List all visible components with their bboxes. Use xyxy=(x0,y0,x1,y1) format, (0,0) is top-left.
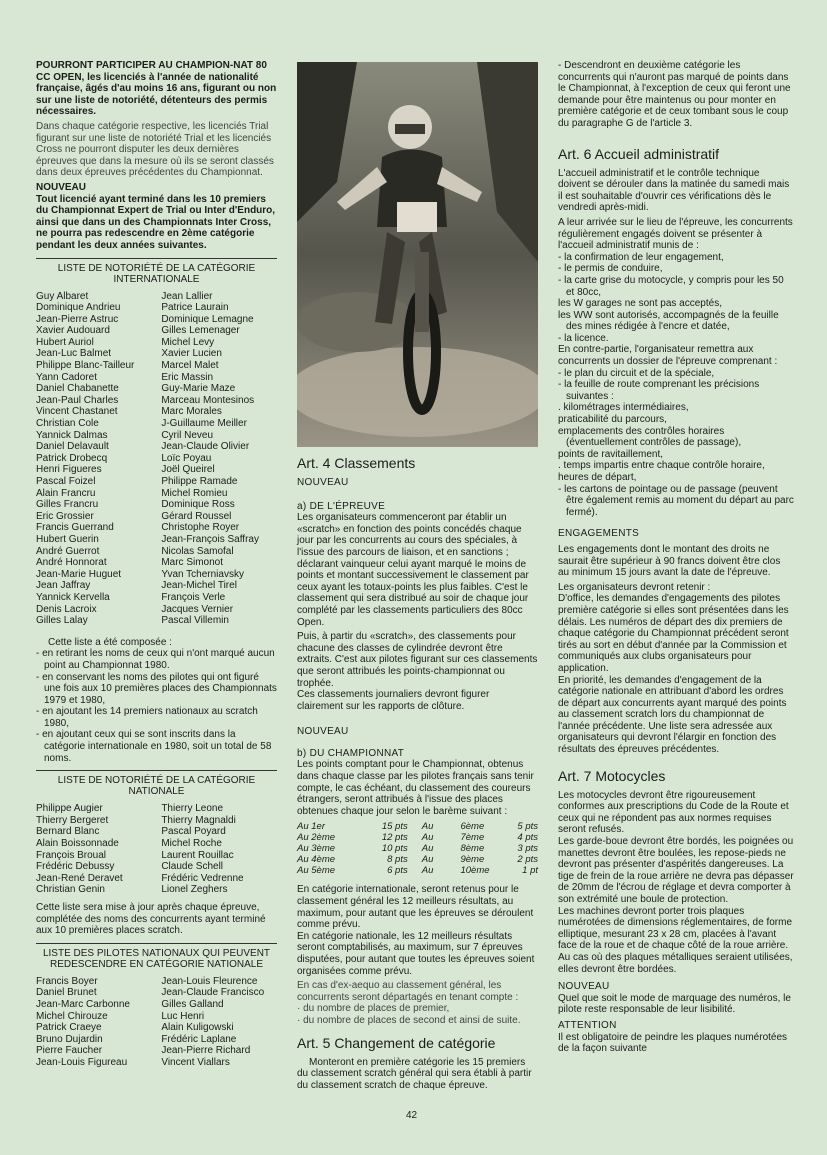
name-entry: Gilles Lemenager xyxy=(161,325,240,337)
name-entry: Jean Jaffray xyxy=(36,580,91,592)
composee-title: Cette liste a été composée : xyxy=(48,636,172,648)
nat-names-left xyxy=(36,803,152,896)
name-entry: François Verle xyxy=(161,591,226,603)
list-item: heures de départ, xyxy=(558,472,637,483)
name-entry: Xavier Audouard xyxy=(36,325,110,337)
name-entry: Lionel Zeghers xyxy=(161,884,228,896)
section-b-text3: En catégorie nationale, les 12 meilleurs résultats seront comptabilisés, au maximum, sur 7 épreuves disputées, pour autant que toutes les épreuves soient organisées comme prévu. xyxy=(297,930,535,977)
name-entry: Christian Cole xyxy=(36,418,99,430)
name-entry: Alain Boissonnade xyxy=(36,838,119,850)
name-entry: Yann Cadoret xyxy=(36,371,97,383)
name-entry: Jean-René Deravet xyxy=(36,872,123,884)
name-entry: Alain Kuligowski xyxy=(161,1022,234,1034)
points-cell: 10ème xyxy=(460,865,490,877)
nat-list-title: LISTE DE NOTORIÉTÉ DE LA CATÉGORIE NATIONALE xyxy=(57,775,256,798)
nat-note: Cette liste sera mise à jour après chaque épreuve, complétée des noms des concurrents ayant terminé aux 10 premières places scratch. xyxy=(36,902,266,937)
points-cell: 7ème xyxy=(460,832,485,844)
name-entry: Michel Levy xyxy=(161,336,215,348)
name-entry: J-Guillaume Meiller xyxy=(161,418,247,430)
section-b-text: Les points comptant pour le Championnat, obtenus dans chaque classe par les pilotes français sans tenir compte, le cas échéant, du classement des coureurs étrangers, seront attribués à l'issue des places obtenues chaque jour selon le barème suivant : xyxy=(297,759,534,817)
nouveau-text: Tout licencié ayant terminé dans les 10 premiers du Championnat Expert de Trial ou Inter d'Enduro, ainsi que dans un des Championnats Inter Cross, ne pourra pas redescendre en 2ème catégorie pendant les deux années suivantes. xyxy=(36,193,276,251)
rider-photo-illustration xyxy=(297,62,538,447)
name-entry: Cyril Neveu xyxy=(161,429,214,441)
name-entry: Pierre Faucher xyxy=(36,1045,103,1057)
name-entry: Daniel Chabanette xyxy=(36,383,119,395)
attention-label: ATTENTION xyxy=(558,1019,617,1031)
name-entry: Henri Figueres xyxy=(36,464,102,476)
name-entry: André Guerrot xyxy=(36,545,100,557)
nouveau-label: NOUVEAU xyxy=(297,726,349,738)
name-entry: Vincent Chastanet xyxy=(36,406,118,418)
nouveau-label: NOUVEAU xyxy=(297,477,349,488)
points-cell: 8 pts xyxy=(387,854,408,866)
art7-p3: Les machines devront porter trois plaques numérotées de dimensions réglementaires, de forme elliptique, mesurant 23 x 28 cm, placées à l'avant face de la roue et de chaque côté de la roue arrière. Au cas où des plaques métalliques seraient utilisées, elles devront être bordées. xyxy=(558,905,793,975)
points-cell: 1 pt xyxy=(522,865,538,877)
name-entry: Frédéric Vedrenne xyxy=(161,872,244,884)
name-entry: Jean-François Saffray xyxy=(161,533,259,545)
list-item: emplacements des contrôles horaires (éventuellement contrôles de passage), xyxy=(558,425,742,449)
name-entry: Hubert Guerin xyxy=(36,533,99,545)
points-row xyxy=(297,843,538,854)
name-entry: Denis Lacroix xyxy=(36,603,97,615)
art4-heading: Art. 4 Classements xyxy=(297,455,416,471)
name-entry: Claude Schell xyxy=(161,861,224,873)
name-entry: Eric Massin xyxy=(161,371,214,383)
name-entry: Thierry Leone xyxy=(161,803,224,815)
name-entry: Pascal Foizel xyxy=(36,476,96,487)
art6-list xyxy=(558,252,794,345)
points-row xyxy=(297,865,538,876)
name-entry: Gérard Roussel xyxy=(161,510,232,522)
list-item: . kilométrages intermédiaires, xyxy=(558,402,689,414)
name-entry: Philippe Blanc-Tailleur xyxy=(36,360,135,372)
name-entry: Frédéric Laplane xyxy=(161,1033,237,1045)
name-entry: Nicolas Samofal xyxy=(161,545,234,557)
motocross-photo xyxy=(297,62,538,447)
name-entry: Jean-Pierre Astruc xyxy=(36,313,119,325)
section-b-text2: En catégorie internationale, seront retenus pour le classement général les 12 meilleurs résultats, au maximum, pour autant que les épreuves se déroulent comme prévu. xyxy=(297,884,534,931)
name-entry: Jacques Vernier xyxy=(161,603,234,615)
section-b-text4: En cas d'ex-aequo au classement général, les concurrents seront départagés en tenant compte : xyxy=(297,980,519,1003)
list-item: les WW sont autorisés, accompagnés de la feuille des mines rédigée à l'encre et datée, xyxy=(558,309,779,333)
points-cell: 6ème xyxy=(460,821,485,833)
name-entry: Michel Romieu xyxy=(161,487,228,499)
list-item: points de ravitaillement, xyxy=(558,448,664,460)
list-item: - la feuille de route comprenant les précisions suivantes : xyxy=(558,379,760,402)
art5-heading: Art. 5 Changement de catégorie xyxy=(297,1034,496,1051)
column-right xyxy=(558,60,794,1058)
name-entry: Patrick Drobecq xyxy=(36,452,108,464)
art5-text: Monteront en première catégorie les 15 premiers du classement scratch général qui sera établi à partir du classement scratch de chaque épreuve. xyxy=(297,1056,532,1091)
descend-text: - Descendront en deuxième catégorie les concurrents qui n'auront pas marqué de points dans le Championnat, à l'exception de ceux qui feront une demande pour être maintenus ou pour monter en première catégorie et de ceux tombant sous le coup du paragraphe G de l'article 3. xyxy=(558,60,791,129)
intl-name-list xyxy=(36,291,277,627)
name-entry: Bernard Blanc xyxy=(36,826,100,838)
name-entry: Luc Henri xyxy=(161,1010,205,1022)
points-cell: Au 5ème xyxy=(297,865,336,877)
nouveau-label: NOUVEAU xyxy=(558,981,610,993)
divider xyxy=(36,770,277,771)
points-cell: 12 pts xyxy=(381,832,408,844)
name-entry: Gilles Francru xyxy=(36,499,99,511)
divider xyxy=(36,943,277,944)
name-entry: Yannick Kervella xyxy=(36,591,110,603)
list-item: - la confirmation de leur engagement, xyxy=(558,251,724,263)
list-item: les W garages ne sont pas acceptés, xyxy=(558,298,722,310)
name-entry: Christophe Royer xyxy=(161,522,240,534)
name-entry: Dominique Andrieu xyxy=(36,302,121,314)
name-entry: Pascal Villemin xyxy=(161,615,229,627)
name-entry: Pascal Poyard xyxy=(161,826,226,838)
engagements-title: ENGAGEMENTS xyxy=(558,528,640,540)
divider xyxy=(36,258,277,259)
name-entry: Gilles Galland xyxy=(161,998,224,1010)
section-a-title: a) DE L'ÉPREUVE xyxy=(297,500,386,512)
points-cell: Au xyxy=(421,865,434,877)
name-entry: Jean-Pierre Richard xyxy=(161,1045,251,1057)
list-item: - la carte grise du motocycle, y compris pour les 50 et 80cc, xyxy=(558,274,784,298)
points-cell: Au 2ème xyxy=(297,832,336,844)
name-entry: Jean-Louis Fleurence xyxy=(161,975,258,987)
art7-p1: Les motocycles devront être rigoureusement conformes aux prescriptions du Code de la Route et ceux qui ne répondent pas aux normes requises seront refusés. xyxy=(558,789,789,836)
name-entry: Jean-Marc Carbonne xyxy=(36,998,130,1010)
list-item: - la licence. xyxy=(558,332,609,344)
page-number: 42 xyxy=(406,1110,418,1121)
name-entry: Guy-Marie Maze xyxy=(161,383,236,395)
points-cell: 9ème xyxy=(460,854,485,866)
eng-p3: D'office, les demandes d'engagements des pilotes première catégorie si elles sont présentées dans les délais. Les numéros de départ des dix premiers de chaque catégorie du Championnat précédent seront tirés au sort en début d'année par la Commission et communiqués aux clubs organisateurs pour application. xyxy=(558,593,789,674)
name-entry: Thierry Magnaldi xyxy=(161,814,236,826)
name-entry: Marcel Malet xyxy=(161,360,219,372)
name-entry: Philippe Augier xyxy=(36,803,103,815)
points-cell: Au xyxy=(421,854,434,866)
redesc-names-left xyxy=(36,976,152,1069)
name-entry: Christian Genin xyxy=(36,884,105,896)
column-middle xyxy=(297,62,538,1094)
section-a-text3: Ces classements journaliers devront figurer clairement sur les rapports de clôture. xyxy=(297,689,490,712)
intl-list-title: LISTE DE NOTORIÉTÉ DE LA CATÉGORIE INTERNATIONALE xyxy=(57,262,256,285)
eng-p4: En priorité, les demandes d'engagement de la catégorie nationale en attribuant d'abord les ordres de départ aux concurrents ayant marqué des points au classement scratch lors du championnat de l'année précédente. Une liste sera adressée aux organisateurs qui devront l'élargir en fonction des résultats des épreuves précédentes. xyxy=(558,674,787,756)
art6-p3: En contre-partie, l'organisateur remettra aux concurrents un dossier de l'épreuve comprenant : xyxy=(558,344,778,368)
nouveau-text: Quel que soit le mode de marquage des numéros, le pilote reste responsable de leur lisibilité. xyxy=(558,992,791,1016)
nat-name-list xyxy=(36,803,277,896)
name-entry: Jean-Claude Olivier xyxy=(161,441,250,453)
name-entry: Guy Albaret xyxy=(36,290,89,302)
name-entry: Michel Roche xyxy=(161,838,222,850)
name-entry: Eric Grossier xyxy=(36,510,94,522)
points-row xyxy=(297,821,538,832)
redesc-name-list xyxy=(36,976,277,1069)
points-cell: 8ème xyxy=(460,843,485,855)
name-entry: Jean-Michel Tirel xyxy=(161,580,237,592)
name-entry: Daniel Delavault xyxy=(36,441,109,453)
list-item: . temps impartis entre chaque contrôle horaire, xyxy=(558,460,765,472)
points-cell: Au xyxy=(421,843,434,855)
points-cell: Au 3ème xyxy=(297,843,336,855)
name-entry: Bruno Dujardin xyxy=(36,1033,103,1045)
art6-p2: A leur arrivée sur le lieu de l'épreuve, les concurrents régulièrement engagés doivent se présenter à l'accueil administratif munis de : xyxy=(558,216,793,252)
intl-names-left xyxy=(36,291,152,627)
name-entry: Laurent Rouillac xyxy=(161,849,234,861)
section-a-text2: Puis, à partir du «scratch», des classements pour chacune des classes de cylindrée devront être extraits. C'est aux pilotes figurant sur ces classements que seront attribués les points-championnat ou trophée. xyxy=(297,631,538,689)
eng-p2: Les organisateurs devront retenir : xyxy=(558,581,711,593)
list-item: - le plan du circuit et de la spéciale, xyxy=(558,367,715,379)
points-table xyxy=(297,821,538,876)
name-entry: Philippe Ramade xyxy=(161,476,238,487)
list-item: · du nombre de places de second et ainsi de suite. xyxy=(297,1014,521,1026)
art6-list2 xyxy=(558,368,794,519)
name-entry: Frédéric Debussy xyxy=(36,861,115,873)
list-item: - en ajoutant ceux qui se sont inscrits dans la catégorie internationale en 1980, soit un total de 58 noms. xyxy=(36,729,272,764)
name-entry: Marceau Montesinos xyxy=(161,394,255,406)
name-entry: Francis Guerrand xyxy=(36,522,114,534)
redesc-names-right xyxy=(161,976,277,1069)
points-cell: Au xyxy=(421,821,434,833)
name-entry: Francis Boyer xyxy=(36,975,98,987)
name-entry: Jean-Louis Figureau xyxy=(36,1056,128,1068)
points-row xyxy=(297,832,538,843)
list-item: praticabilité du parcours, xyxy=(558,414,667,426)
nat-names-right xyxy=(161,803,277,896)
list-item: - en ajoutant les 14 premiers nationaux au scratch 1980, xyxy=(36,706,258,729)
name-entry: François Broual xyxy=(36,849,107,861)
name-entry: Marc Simonot xyxy=(161,557,224,569)
name-entry: Jean-Luc Balmet xyxy=(36,348,112,360)
points-cell: 10 pts xyxy=(381,843,408,855)
points-cell: Au xyxy=(421,832,434,844)
name-entry: Patrice Laurain xyxy=(161,302,229,314)
points-cell: Au 1er xyxy=(297,821,325,833)
name-entry: Loïc Poyau xyxy=(161,452,212,464)
eng-p1: Les engagements dont le montant des droits ne saurait être supérieur à 90 francs doivent être clos au minimum 15 jours avant la date de l'épreuve. xyxy=(558,543,781,579)
list-item: - en retirant les noms de ceux qui n'ont marqué aucun point au Championnat 1980. xyxy=(36,648,275,671)
name-entry: André Honnorat xyxy=(36,557,107,569)
name-entry: Gilles Lalay xyxy=(36,615,88,627)
art6-p1: L'accueil administratif et le contrôle technique doivent se dérouler dans la matinée du samedi mais il est souhaitable d'ouvrir ces vérifications dès le vendredi après-midi. xyxy=(558,167,790,214)
points-cell: 6 pts xyxy=(387,865,408,877)
name-entry: Dominique Ross xyxy=(161,499,235,511)
points-row xyxy=(297,854,538,865)
name-entry: Joël Queirel xyxy=(161,464,215,476)
name-entry: Dominique Lemagne xyxy=(161,313,254,325)
art7-p2: Les garde-boue devront être bordés, les poignées ou manettes devront être boulées, les repose-pieds ne devront pas présenter d'aspérités dangereuses. La tige de frein de la roue arrière ne devra pas dépasser de 20mm de l'écrou de réglage et devra comporter à son extrémité une boule de protection. xyxy=(558,836,794,905)
art7-heading: Art. 7 Motocycles xyxy=(558,767,666,784)
name-entry: Thierry Bergeret xyxy=(36,814,109,826)
intro-paragraph: POURRONT PARTICIPER AU CHAMPION-NAT 80 CC OPEN, les licenciés à l'année de nationalité française, âgés d'au moins 16 ans, figurant ou non sur une liste de notoriété, détenteurs des permis nécessaires. xyxy=(36,60,277,118)
name-entry: Xavier Lucien xyxy=(161,348,222,360)
list-item: - en conservant les noms des pilotes qui ont figuré une fois aux 10 premières places des Championnats 1979 et 1980, xyxy=(36,671,277,706)
name-entry: Jean-Marie Huguet xyxy=(36,568,122,580)
name-entry: Marc Morales xyxy=(161,406,222,418)
section-b-title: b) DU CHAMPIONNAT xyxy=(297,747,405,759)
name-entry: Yvan Tcherniavsky xyxy=(161,568,244,580)
intro-note: Dans chaque catégorie respective, les licenciés Trial figurant sur une liste de notoriété Trial et les licenciés Cross ne pourront disputer les deux dernières épreuves que dans la mesure où ils se seront classés dans deux épreuves précédentes du Championnat. xyxy=(36,120,274,179)
nouveau-label: NOUVEAU xyxy=(36,181,87,193)
name-entry: Hubert Auriol xyxy=(36,336,94,348)
name-entry: Yannick Dalmas xyxy=(36,429,108,441)
name-entry: Alain Francru xyxy=(36,487,96,499)
intl-names-right xyxy=(161,291,277,627)
points-cell: 2 pts xyxy=(517,854,538,866)
points-cell: 4 pts xyxy=(517,832,538,844)
tiebreak-list xyxy=(297,1003,538,1026)
list-item: - les cartons de pointage ou de passage (peuvent être également remis au moment du départ au parc fermé). xyxy=(558,483,794,518)
name-entry: Vincent Viallars xyxy=(161,1056,230,1068)
section-a-text: Les organisateurs commenceront par établir un «scratch» en fonction des points concédés chaque jour par les concurrents au cours des spéciales, à l'issue des parcours de liaison, et en sanctions ; déclarant vainqueur celui ayant marqué le moins de points et montant successivement le classement par ceux ayant les totaux-points les plus faibles. C'est le classement qui sera distribué au soir de chaque jour complété par les classements particuliers des 80cc Open. xyxy=(297,512,529,628)
points-cell: Au 4ème xyxy=(297,854,336,866)
art6-heading: Art. 6 Accueil administratif xyxy=(558,145,720,162)
name-entry: Jean-Claude Francisco xyxy=(161,987,265,999)
composee-list xyxy=(36,648,277,764)
column-left xyxy=(36,60,277,1075)
points-cell: 3 pts xyxy=(517,843,538,855)
name-entry: Jean Lallier xyxy=(161,290,213,302)
name-entry: Michel Chirouze xyxy=(36,1010,108,1022)
points-cell: 5 pts xyxy=(517,821,538,833)
list-item: · du nombre de places de premier, xyxy=(297,1003,450,1015)
points-cell: 15 pts xyxy=(381,821,408,833)
list-item: - le permis de conduire, xyxy=(558,263,663,275)
name-entry: Daniel Brunet xyxy=(36,987,97,999)
attention-text: Il est obligatoire de peindre les plaques numérotées de la façon suivante xyxy=(558,1031,788,1055)
redesc-list-title: LISTE DES PILOTES NATIONAUX QUI PEUVENT REDESCENDRE EN CATÉGORIE NATIONALE xyxy=(42,947,271,970)
name-entry: Jean-Paul Charles xyxy=(36,394,119,406)
name-entry: Patrick Craeye xyxy=(36,1022,102,1034)
